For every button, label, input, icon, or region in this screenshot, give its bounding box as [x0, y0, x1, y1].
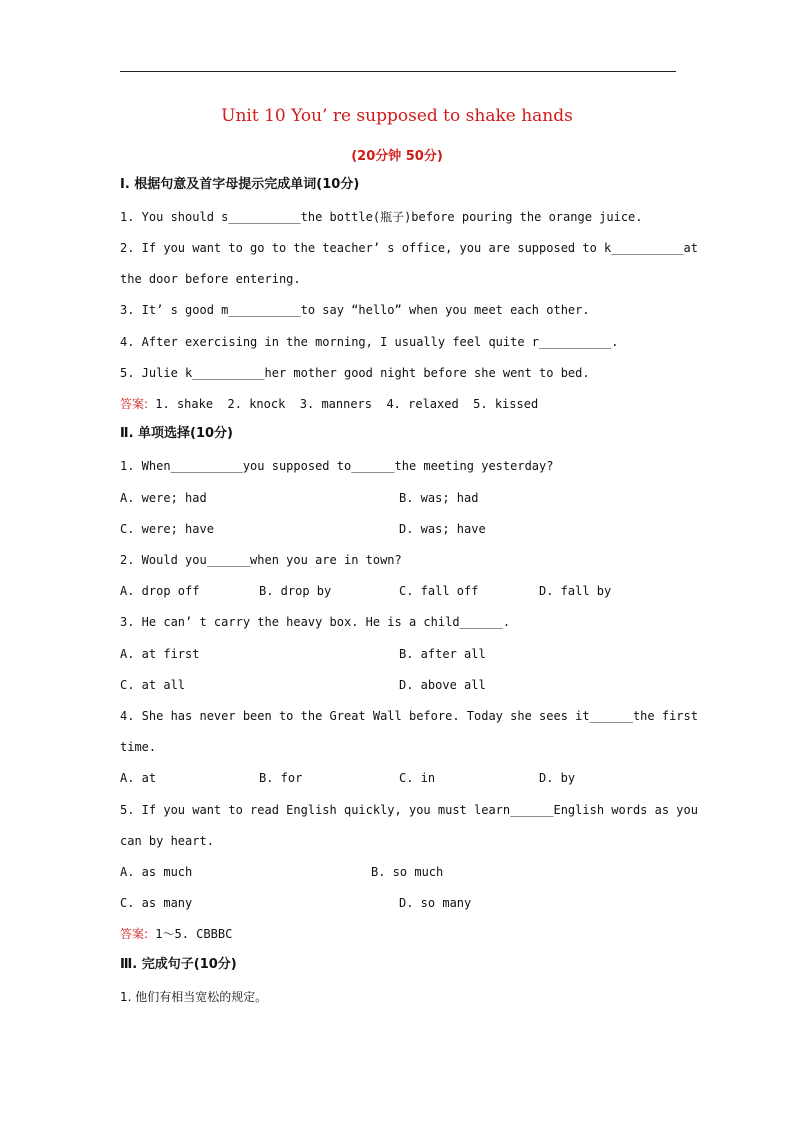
s1-question-3: 3. It’ s good m__________to say “hello” when you meet each other. — [120, 303, 590, 317]
s2-q2-option-a: A. drop off — [120, 584, 200, 598]
answer-text: 1～5. CBBBC — [148, 927, 233, 941]
s1-question-2-cont: the door before entering. — [120, 272, 301, 286]
s2-q3-option-c: C. at all — [120, 678, 186, 692]
s2-question-5-cont: can by heart. — [120, 834, 214, 848]
s2-q3-option-b: B. after all — [399, 647, 486, 661]
s2-q4-option-d: D. by — [539, 771, 576, 785]
section-1-heading: Ⅰ. 根据句意及首字母提示完成单词(10分) — [120, 177, 360, 192]
s2-question-1: 1. When__________you supposed to______the meeting yesterday? — [120, 459, 554, 473]
s2-q4-option-b: B. for — [259, 771, 303, 785]
s2-question-4-cont: time. — [120, 740, 157, 754]
s2-q3-option-a: A. at first — [120, 647, 200, 661]
section-2-heading: Ⅱ. 单项选择(10分) — [120, 426, 234, 441]
s2-q1-option-a: A. were; had — [120, 491, 207, 505]
header-rule — [120, 71, 676, 72]
s2-q3-option-d: D. above all — [399, 678, 486, 692]
s2-q5-option-c: C. as many — [120, 896, 193, 910]
s2-question-5: 5. If you want to read English quickly, you must learn______English words as you — [120, 803, 698, 817]
s2-q4-option-c: C. in — [399, 771, 436, 785]
s2-q2-option-b: B. drop by — [259, 584, 332, 598]
s1-question-5: 5. Julie k__________her mother good night before she went to bed. — [120, 366, 590, 380]
s2-q4-option-a: A. at — [120, 771, 157, 785]
s2-q1-option-b: B. was; had — [399, 491, 479, 505]
s1-question-4: 4. After exercising in the morning, I usually feel quite r__________. — [120, 335, 619, 349]
answer-label: 答案: — [120, 397, 149, 411]
s2-question-3: 3. He can’ t carry the heavy box. He is a child______. — [120, 615, 511, 629]
page-title: Unit 10 You’ re supposed to shake hands — [221, 106, 573, 126]
s2-q5-option-d: D. so many — [399, 896, 472, 910]
s2-q2-option-d: D. fall by — [539, 584, 612, 598]
s1-answer — [120, 396, 538, 412]
s2-q5-option-a: A. as much — [120, 865, 193, 879]
page-subtitle: (20分钟 50分) — [351, 149, 443, 164]
s2-q2-option-c: C. fall off — [399, 584, 479, 598]
s1-question-2: 2. If you want to go to the teacher’ s office, you are supposed to k__________at — [120, 241, 698, 255]
s2-q1-option-d: D. was; have — [399, 522, 486, 536]
s2-question-4: 4. She has never been to the Great Wall before. Today she sees it______the first — [120, 709, 698, 723]
answer-text: 1. shake 2. knock 3. manners 4. relaxed 5. kissed — [148, 397, 539, 411]
answer-label: 答案: — [120, 927, 149, 941]
section-3-heading: Ⅲ. 完成句子(10分) — [120, 957, 237, 972]
s2-question-2: 2. Would you______when you are in town? — [120, 553, 402, 567]
s2-answer — [120, 926, 232, 942]
s2-q1-option-c: C. were; have — [120, 522, 214, 536]
s3-question-1: 1. 他们有相当宽松的规定。 — [120, 990, 268, 1004]
s2-q5-option-b: B. so much — [371, 865, 444, 879]
s1-question-1: 1. You should s__________the bottle(瓶子)before pouring the orange juice. — [120, 210, 643, 224]
